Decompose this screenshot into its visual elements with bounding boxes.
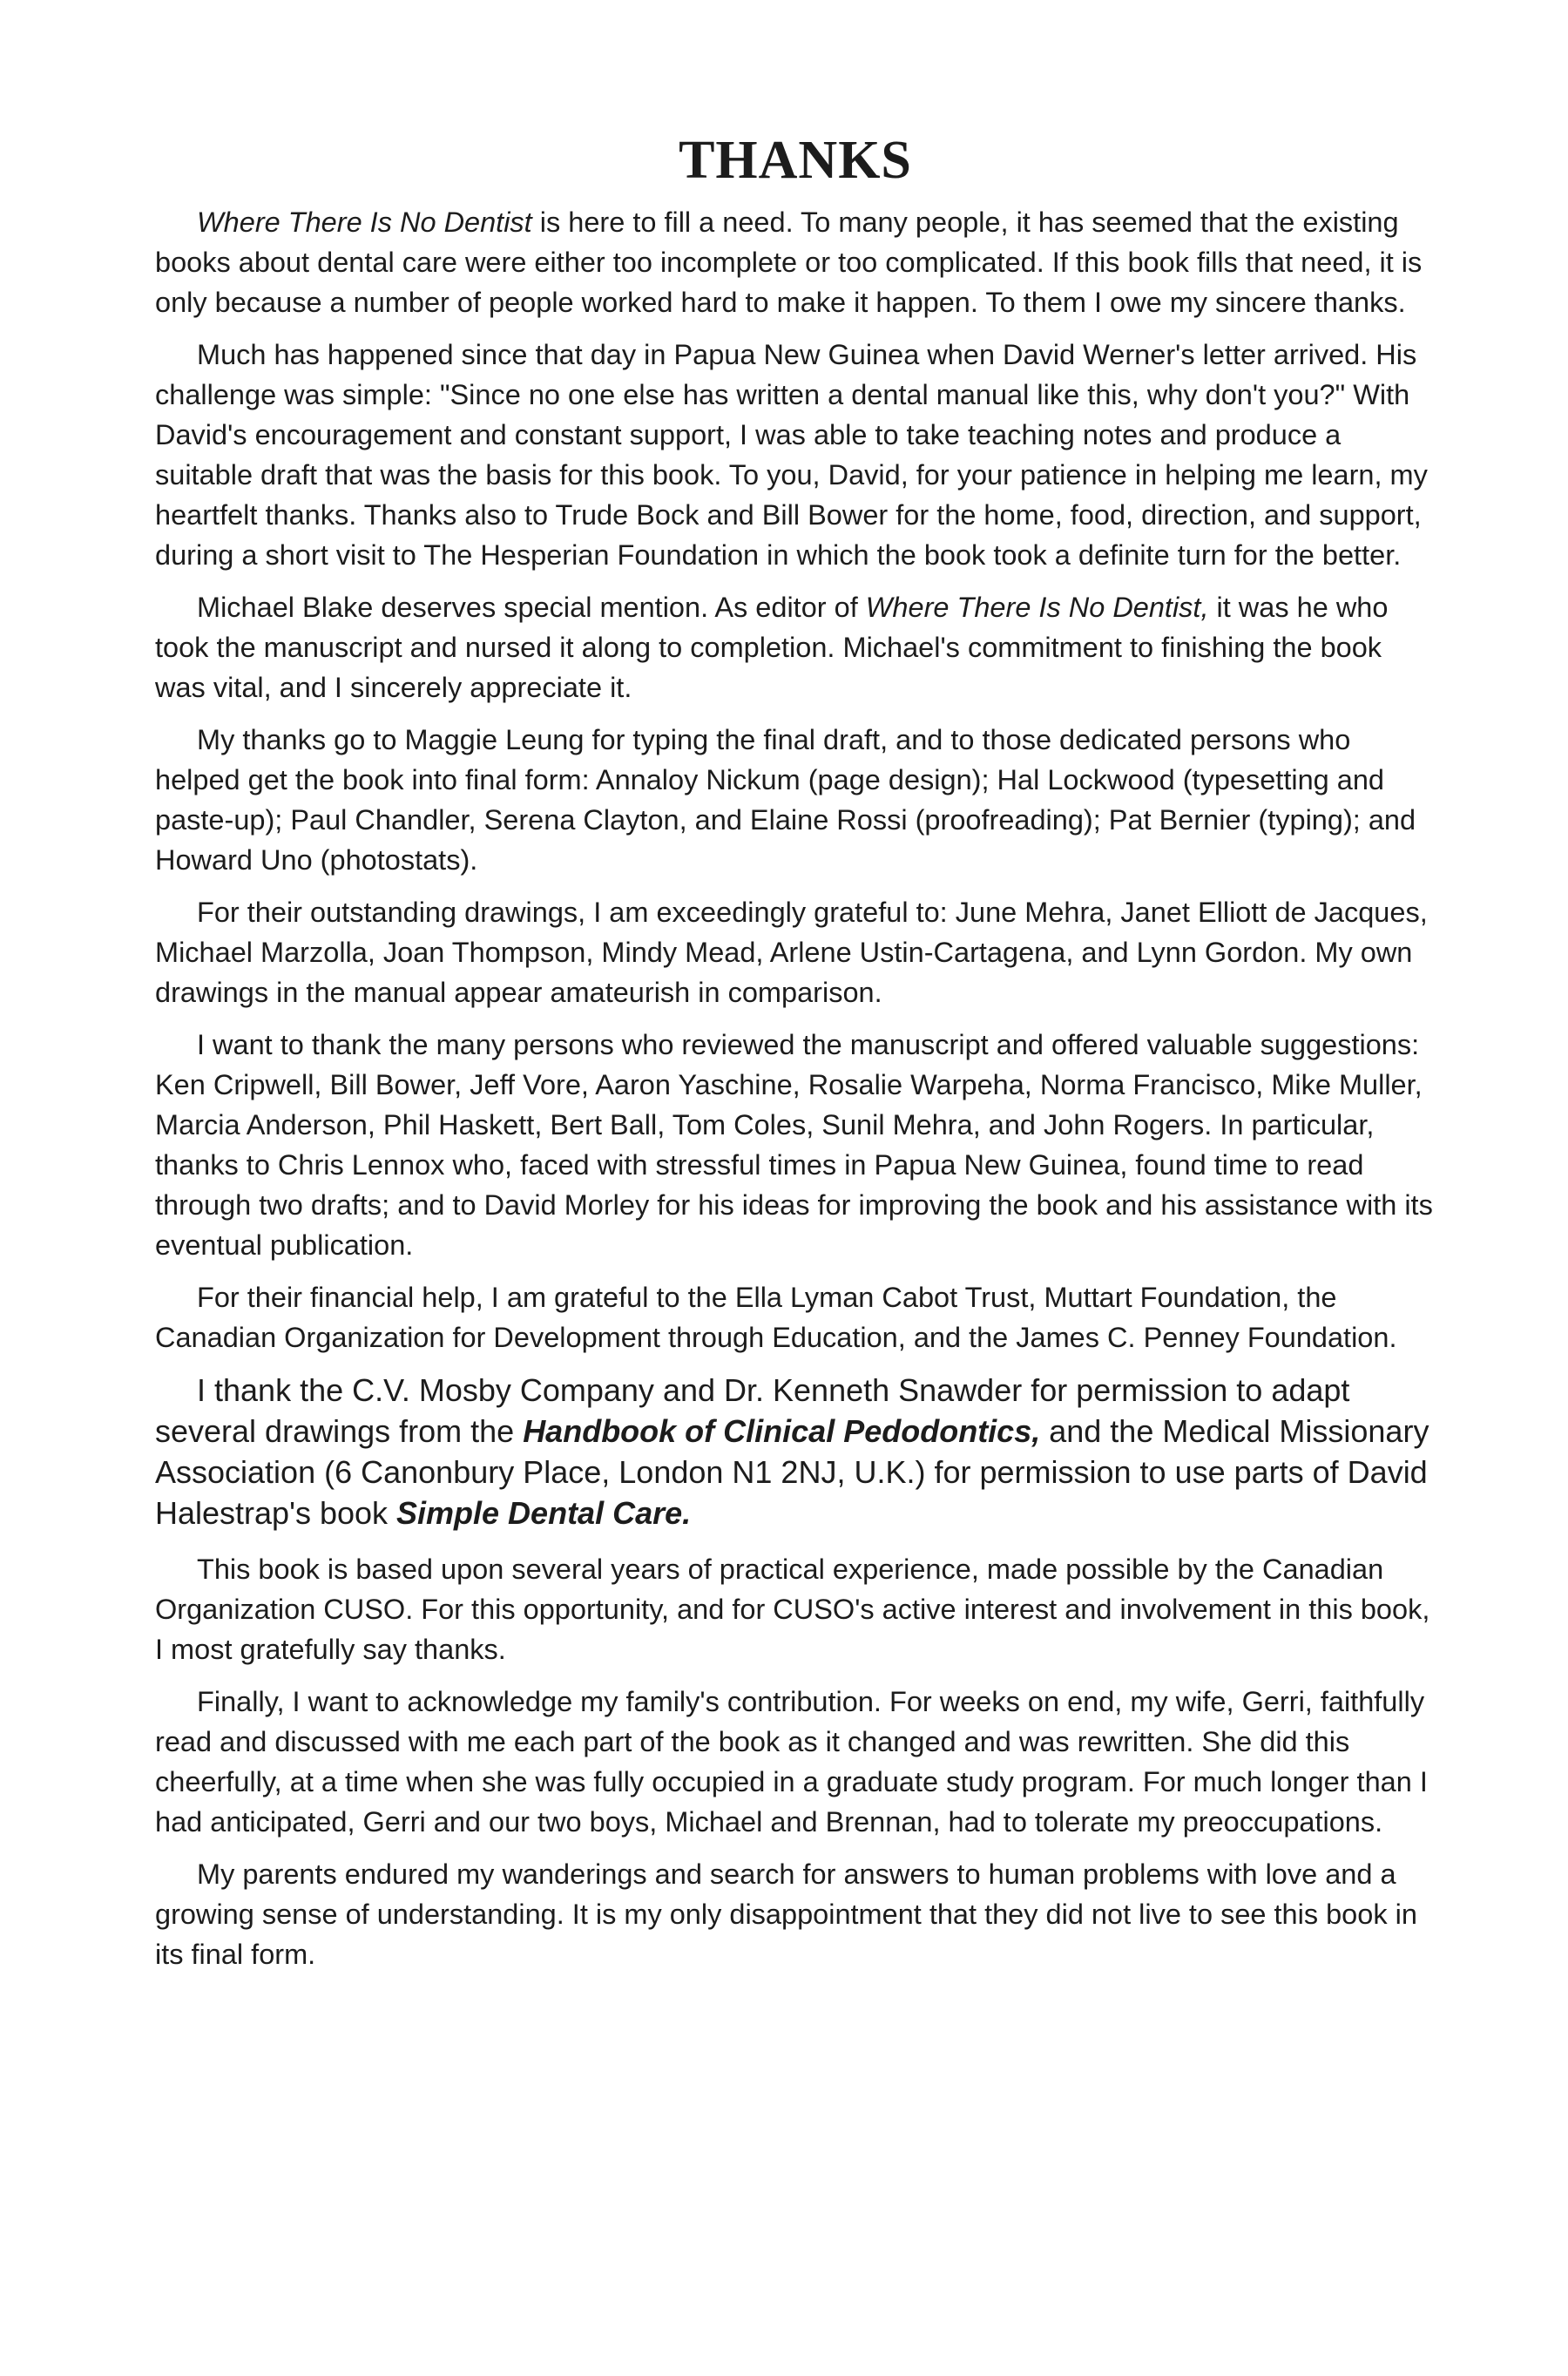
page-title: THANKS — [679, 131, 912, 190]
book-title: Simple Dental Care. — [396, 1495, 692, 1532]
paragraph-cuso: This book is based upon several years of practical experience, made possible by the Canadian Organization CUSO. For this opportunity, and for CUSO's active interest and involvement in this book, I most gratefully say thanks. — [155, 1554, 1430, 1666]
paragraph-michael-blake — [155, 587, 1436, 707]
paragraph-financial: For their financial help, I am grateful to the Ella Lyman Cabot Trust, Muttart Foundation, the Canadian Organization for Development through Education, and the James C. Penney Foundation. — [155, 1282, 1397, 1354]
paragraph-text: and the Medical Missionary Association (6 Canonbury Place, London N1 2NJ, U.K.) for permission to use parts of David Halestrap's book — [155, 1413, 1429, 1532]
paragraph-text: it was he who took the manuscript and nursed it along to completion. Michael's commitment to finishing the book was vital, and I sincerely appreciate it. — [155, 592, 1389, 704]
paragraph-parents: My parents endured my wanderings and search for answers to human problems with love and a growing sense of understanding. It is my only disappointment that they did not live to see this book in its final form. — [155, 1858, 1417, 1971]
paragraph-reviewers: I want to thank the many persons who reviewed the manuscript and offered valuable suggestions: Ken Cripwell, Bill Bower, Jeff Vore, Aaron Yaschine, Rosalie Warpeha, Norma Francisco, Mike Muller, Marcia Anderson, Phil Haskett, Bert Ball, Tom Coles, Sunil Mehra, and John Rogers. In particular, thanks to Chris Lennox who, faced with stressful times in Papua New Guinea, found time to read through two drafts; and to David Morley for his ideas for improving the book and his assistance with its eventual publication. — [155, 1029, 1433, 1262]
paragraph-family: Finally, I want to acknowledge my family's contribution. For weeks on end, my wife, Gerri, faithfully read and discussed with me each part of the book as it changed and was rewritten. She did this cheerfully, at a time when she was fully occupied in a graduate study program. For much longer than I had anticipated, Gerri and our two boys, Michael and Brennan, had to tolerate my preoccupations. — [155, 1686, 1428, 1838]
paragraph-text: Michael Blake deserves special mention. As editor of — [197, 592, 866, 624]
paragraph-david-werner: Much has happened since that day in Papua New Guinea when David Werner's letter arrived. His challenge was simple: "Since no one else has written a dental manual like this, why don't you?" With David's encouragement and constant support, I was able to take teaching notes and produce a suitable draft that was the basis for this book. To you, David, for your patience in helping me learn, my heartfelt thanks. Thanks also to Trude Bock and Bill Bower for the home, food, direction, and support, during a short visit to The Hesperian Foundation in which the book took a definite turn for the better. — [155, 339, 1428, 572]
paragraph-drawings: For their outstanding drawings, I am exceedingly grateful to: June Mehra, Janet Elliott de Jacques, Michael Marzolla, Joan Thompson, Mindy Mead, Arlene Ustin-Cartagena, and Lynn Gordon. My own drawings in the manual appear amateurish in comparison. — [155, 897, 1428, 1009]
book-title: Where There Is No Dentist, — [865, 592, 1209, 624]
book-title: Where There Is No Dentist — [197, 206, 532, 239]
paragraph-permissions — [155, 1370, 1436, 1533]
paragraph-text: is here to fill a need. To many people, it has seemed that the existing books about dental care were either too incomplete or too complicated. If this book fills that need, it is only because a number of people worked hard to make it happen. To them I owe my sincere thanks. — [155, 206, 1423, 319]
paragraph-text: I thank the C.V. Mosby Company and Dr. Kenneth Snawder for permission to adapt several drawings from the — [155, 1372, 1350, 1450]
paragraph-production: My thanks go to Maggie Leung for typing the final draft, and to those dedicated persons who helped get the book into final form: Annaloy Nickum (page design); Hal Lockwood (typesetting and paste-up); Paul Chandler, Serena Clayton, and Elaine Rossi (proofreading); Pat Bernier (typing); and Howard Uno (photostats). — [155, 724, 1416, 877]
paragraph-intro — [155, 202, 1436, 322]
thanks-page — [155, 131, 1436, 1987]
book-title: Handbook of Clinical Pedodontics, — [523, 1413, 1041, 1450]
